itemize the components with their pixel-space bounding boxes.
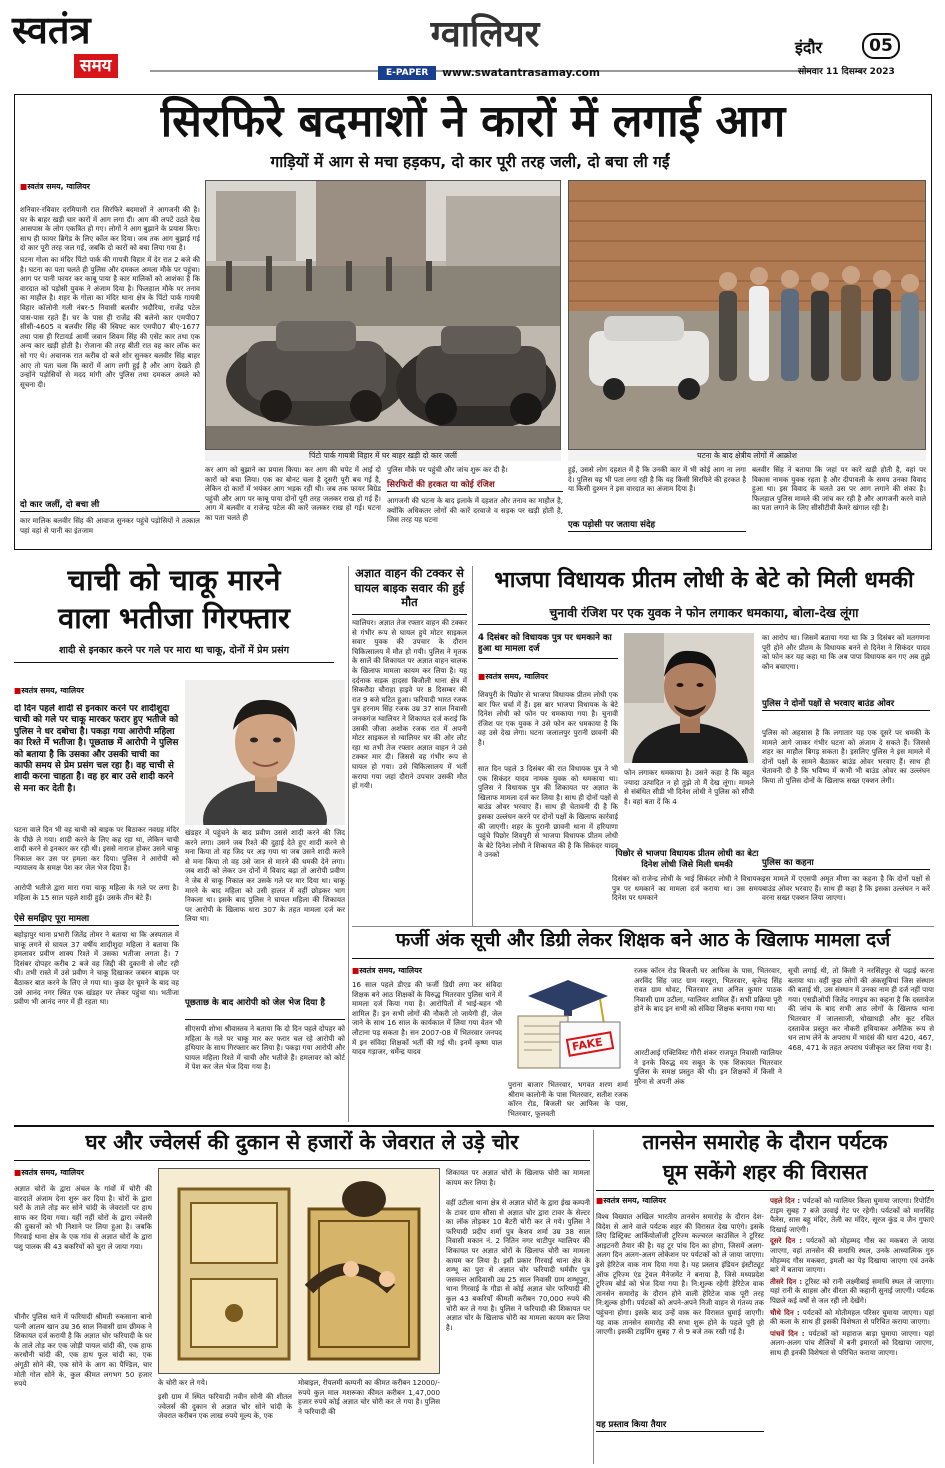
story7-day-text: टूरिस्ट को रानी लक्ष्मीबाई समाधि स्थल ले जाएगा। यहां रानी के साहस और वीरता की कहानी सुनाई जाएगी। पर्यटक पिछले कई वर्षों से जल रही लौ देखेंगे। — [770, 1276, 934, 1305]
story7-day-label: चौथे दिन : — [770, 1307, 800, 1317]
lead-photo1-caption: पिंटो पार्क गायत्री विहार में घर बाहर खड़ी दो कार जलीं — [205, 450, 561, 461]
column-divider — [593, 1130, 594, 1464]
fake-certificate-illustration — [508, 966, 628, 1076]
thief-safe-illustration — [159, 1169, 440, 1374]
story7-body1: विश्व विख्यात अखिल भारतीय तानसेन समारोह के दौरान देश-विदेश से आने वाले पर्यटक शहर की विरासत देख पाएंगे। इसके लिए डिस्ट्रिक्ट आर्कियोलॉजी टूरिज्म कल्चरल काउंसिल ने टूरिस्ट आइटनरी तैयार की है। यह टूर पांच दिन का होगा, जिसमें अलग-अलग दिन अलग-अलग लोकेशन पर पर्यटकों को ले जाया जाएगा। इसे हेरिटेज वाक नाम दिया गया है। यह प्रस्ताव इंडियन इंस्टीट्यूट ऑफ टूरिज्म एंड ट्रेवल मैनेजमेंट ने बनाया है, जिसे मध्यप्रदेश टूरिज्म बोर्ड को भेज दिया गया है। नि:शुल्क रहेगी हेरिटेज वाक तानसेन समारोह के दौरान होने वाली हेरिटेज वाक पूरी तरह नि:शुल्क होगी। पर्यटकों को अपने-अपने निजी वाहन से गंतव्य तक पहुंचना होगा। इसके बाद उन्हें वाक कर विरासत घुमाई जाएगी। यह वाक तानसेन समारोह की सभा शुरू होने के पहले पूरी हो जाएगी। इसकी टाइमिंग सुबह 7 से 9 बजे तक रखी गई है। — [596, 1212, 764, 1337]
story5-body3: रजक कॉरन रोड बिजली घर आफिस के पास, भितरवार, अरविंद सिंह जाट ग्राम मस्तूरा, भितरवार, बृजेन्द्र सिंह रावत ग्राम धोवट, भितरवार तथा अनिल कुमार पाठक निवासी ग्राम उटीला, ग्वालियर शामिल हैं। सभी प्रक्रिया पूरी होने के बाद इन सभी को संविदा शिक्षक बनाया गया था। — [634, 966, 782, 1014]
section-divider — [352, 926, 934, 927]
story4-deck: चुनावी रंजिश पर एक युवक ने फोन लगाकर धमकाया, बोला-देख लूंगा — [549, 606, 859, 620]
accused-portrait-image — [185, 680, 345, 825]
story2-body3: सीएसपी शोभा श्रीवास्तव ने बताया कि दो दिन पहले दोपहर को महिला के गले पर चाकू मार कर फरार चल रहे आरोपी को हथियार के साथ गिरफ्तार कर लिया है। पकड़ा गया आरोपी और घायल महिला रिश्ते में चाची और भतीजे हैं। हमलावर को कोर्ट में पेश कर जेल भेज दिया गया है। — [185, 1024, 345, 1072]
logo-bottom: समय — [74, 54, 118, 78]
story2-rule — [14, 662, 334, 663]
story3-headline: अज्ञात वाहन की टक्कर से घायल बाइक सवार की हुई मौत — [354, 566, 465, 609]
story2-headline-line2: वाला भतीजा गिरफ्तार — [58, 601, 290, 635]
story6-body1: अज्ञात चोरों के द्वारा अंचल के गांवों में चोरी की वारदातें अंजाम देना शुरू कर दिया है। चोरों के द्वारा घरों के ताले तोड़ कर सोने चांदी के जेवरातों पर हाथ साफ कर दिया गया। यहीं नहीं चोरों के द्वारा ज्वेलरी की दुकानों को भी निशाने पर लिया हुआ है। जबकि गिरवाई थाना क्षेत्र के एक गांव से अज्ञात चोरों के द्वारा पशु पालक की 43 बकरियों को चुरा ले जाया गया। — [14, 1184, 152, 1251]
story4-byline: ■ स्वतंत्र समय, ग्वालियर — [478, 672, 618, 682]
story7-day-label: दूसरे दिन : — [770, 1236, 803, 1246]
story5-body5: सूची लगाई थी, तो किसी ने नरसिंहपुर से पढ़ाई करना बताया था। वहीं कुछ लोगों की अंकसूचियां जिस संस्थान की बताई थी, उस संस्थान में उनका नाम ही दर्ज नहीं पाया गया। एसडीओपी जितेंद्र नगाइच का कहना है कि दस्तावेज की जांच के बाद सभी आठ लोगों के खिलाफ थाना भितरवार में जालसाजी, धोखाधड़ी और कूट रचित दस्तावेज प्रस्तुत कर नौकरी हथियाकर अनैतिक रूप से धन लाभ लेने के अपराध में भादंसं की धारा 420, 467, 468, 471 के तहत अपराध पंजीकृत कर लिया गया है। — [788, 966, 934, 1052]
story4-body4: दिसंबर को राजेन्द्र लोधी के भाई सिकंदर लोधी ने विधायक पुत्र पर धमकाने का मामला दर्ज कराया था। उस समय दिनेश पर धमकाने — [612, 874, 762, 903]
story7-day-text: पर्यटकों को मोतीमहल परिसर घुमाया जाएगा। यहां की कला के साथ ही इसकी विशेषता से परिचित कराया जाएगा। — [770, 1307, 934, 1327]
lead-photo-crowd — [568, 180, 926, 450]
story4-box-title: 4 दिसंबर को विधायक पुत्र पर धमकाने का हुआ था मामला दर्ज — [478, 633, 618, 659]
story6-body7: वहीं उटीला थाना क्षेत्र से अज्ञात चोरों के द्वारा ईख कम्पनी के टावर ग्राम सौसा से अज्ञात चोर द्वारा टावर के सेल्टर का लॉक तोड़कर 10 बैटरी चोरी कर ले गये। पुलिस ने फरियादी प्रदीप शर्मा पुत्र केशव शर्मा उम्र 38 साल निवासी मकान नं. 2 नितिन नगर थाटीपुर ग्वालियर की शिकायत पर अज्ञात चोरों के खिलाफ चोरी का मामला कायम कर लिया है। इसी प्रकार गिरवाई थाना क्षेत्र के शम्भू का पुरा से अज्ञात चोर फरियादी धर्मवीर पुत्र जसवन्त आदिवासी उम्र 25 साल निवासी ग्राम शम्भूपुरा, थाना गिरवाई के गौडा से कोई अज्ञात चोर फरियादी की कुल 43 बकरियाँ कीमती करीबन 70,000 रुपये की चोरी कर ले गया है। पुलिस ने फरियादी की शिकायत पर अज्ञात चोर के खिलाफ चोरी का मामला कायम कर लिया है। — [446, 1198, 590, 1332]
story7-day-item — [770, 1308, 934, 1327]
story3-rule — [352, 614, 467, 615]
story7-day-text: पर्यटकों को ग्वालियर किला घुमाया जाएगा। रिपोर्टिंग टाइम सुबह 7 बजे उरवाई गेट पर रहेगी। पर्यटकों को मानसिंह पैलेस, सास बहू मंदिर, तेली का मंदिर, सूरज कुंड व जैन गुफाएं दिखाई जाएंगी। — [770, 1196, 934, 1234]
story7-subhead1: यह प्रस्ताव किया तैयार — [596, 1420, 764, 1432]
story7-day-item — [770, 1196, 934, 1234]
story2-subhead1: ऐसे समझिए पूरा मामला — [14, 914, 179, 926]
column-divider — [472, 566, 473, 926]
lead-subhead2: सिरफिरों की हरकत या कोई रंजिश — [387, 480, 563, 492]
story4-body7: इस मामले में एएसपी अमृत मीणा का कहना है कि दोनों पक्षों से बाउंड ओवर भरवाए हैं। साथ ही कहा है कि इसका उल्लंघन न करें वरना सख्त एक्शन लिया जाएगा। — [762, 874, 930, 903]
logo-top: स्वतंत्र — [12, 7, 91, 52]
story4-photo-dinesh — [624, 633, 754, 763]
story6-body5: मोबाइल, रीयलमी कम्पनी का कीमत करीबन 12000/- रुपये कुल माल मशरूका कीमत करीबन 1,47,000 हजार रुपये कोई अज्ञात चोर चोरी कर ले गया है। पुलिस ने फरियादी की — [298, 1378, 440, 1416]
story6-body6: शिकायत पर अज्ञात चोरों के खिलाफ चोरी का मामला कायम कर लिया है। — [446, 1168, 590, 1187]
fake-stamp-label: FAKE — [571, 1035, 604, 1054]
burnt-cars-image — [206, 181, 561, 450]
issue-date: सोमवार 11 दिसम्बर 2023 — [798, 67, 895, 77]
story7-byline: ■ स्वतंत्र समय, ग्वालियर — [596, 1196, 764, 1206]
story4-headline: भाजपा विधायक प्रीतम लोधी के बेटे को मिली धमकी — [494, 568, 914, 593]
edition-title: ग्वालियर — [430, 13, 540, 55]
story2-headline-line1: चाची को चाकू मारने — [67, 563, 281, 597]
story6-rule — [14, 1160, 590, 1161]
story5-body1: 16 साल पहले डीएड की फर्जी डिग्री लगा कर संविदा शिक्षक बने आठ शिक्षकों के विरुद्ध भितरवार पुलिस थाने में मामला दर्ज किया गया है। आरोपितों में भाई-बहन भी शामिल हैं। इन सभी लोगों की नौकरी तो जायेगी ही, जेल जाने के साथ 16 साल के कार्यकाल में लिया गया वेतन भी लौटाना पड़ सकता है। सन 2007-08 में भितरवार जनपद में इन संविदा शिक्षकों भर्ती की गई थी। इनमें कृष्ण पाल यादव गड़ाजर, धर्मेन्द्र यादव — [352, 980, 502, 1057]
story7-day-item — [770, 1277, 934, 1306]
story7-headline-line1: तानसेन समारोह के दौरान पर्यटक — [642, 1130, 888, 1154]
story2-intro: दो दिन पहले शादी से इनकार करने पर शादीशुदा चाची को गले पर चाकू मारकर फरार हुए भतीजे को पुलिस ने धर दबोचा है। पकड़ा गया आरोपी महिला का रिश्ते में भतीजा है। पूछताछ में आरोपी ने पुलिस को बताया है कि उसका और उसकी चाची का काफी समय से प्रेम प्रसंग चल रहा है। वह चाची से शादी करना चाहता है। वह हर बार उसे शादी करने से मना कर देती है। — [14, 704, 179, 794]
lead-col4: हुई, उससे लोग दहशत में है कि उनकी कार में भी कोई आग ना लगा दे। पुलिस यह भी पता लगा रही है कि यह किसी सिरफिरे की हरकत है या किसी दुश्मन ने इस वारदात का अंजाम दिया है। — [568, 465, 746, 494]
website-link[interactable]: www.swatantrasamay.com — [442, 67, 600, 79]
column-divider — [348, 566, 349, 1122]
lead-headline: सिरफिरे बदमाशों ने कारों में लगाई आग — [160, 96, 786, 147]
story4-body6: पुलिस को अहसास है कि लगातार यह एक दूसरे पर धमकी के मामले आगे जाकर गंभीर घटना को अंजाम दे सकते हैं। जिससे शहर का माहौल बिगड़ सकता है। इसलिए पुलिस ने इस मामले में दोनों पक्षों के सामने बैठाकर बाउंड ओवर भरवाए हैं। साथ ही चेतावनी दी है कि भविष्य में कभी भी बाउंड ओवर का उल्लंघन किया तो पुलिस दोनों के खिलाफ सख्त एक्शन लेगी। — [762, 728, 930, 785]
story7-day-label: पांचवें दिन : — [770, 1328, 805, 1338]
story4-subhead1: पुलिस ने दोनों पक्षों से भरवाए बाउंड ओवर — [762, 699, 930, 711]
story6-headline: घर और ज्वेलर्स की दुकान से हजारों के जेवरात ले उड़े चोर — [85, 1130, 519, 1154]
dinesh-lodhi-portrait-image — [624, 633, 754, 763]
story7-day-label: तीसरे दिन : — [770, 1276, 803, 1286]
story7-day-text: पर्यटकों को महाराज बाड़ा घुमाया जाएगा। यहां अलग-अलग पांच शैलियों में बनी इमारतों को दिखाया जाएगा, साथ ही इनकी विशेषता से परिचित कराया जाएगा। — [770, 1328, 934, 1357]
story4-body2: सात दिन पहले 3 दिसंबर की रात विधायक पुत्र ने भी एक सिकंदर यादव नामक युवक को धमकाया था। पुलिस ने विधायक पुत्र की शिकायत पर अज्ञात के खिलाफ मामला दर्ज कर लिया है। साथ ही दोनों पक्षों से बाउंड ओवर भरवाए हैं। साथ ही चेतावनी दी है कि इसका उल्लंघन करने पर दोनों पक्षों के खिलाफ कार्रवाई की जाएगी। शहर के पुरानी छावनी थाना में हरियाणा पहुंचे पिछोर शिवपुरी से भाजपा विधायक प्रीतम लोधी के बेटे दिनेश लोधी ने शिकायत की है कि सिकंदर यादव ने उनको — [478, 764, 618, 860]
story3-body: ग्वालियर। अज्ञात तेज रफ्तार वाहन की टक्कर से गंभीर रूप से घायल हुये मोटर साइकल सवार युवक की उपचार के दौरान चिकित्सालय में मौत हो गयी। पुलिस ने मृतक के सालें की शिकायत पर अज्ञात वाहन चालक के खिलाफ मामला कायम कर लिया है। यह दर्दनाक सड़क हादसा बिजौली थाना क्षेत्र में सिकरौदा चौराहा हाइवे पर 8 दिसम्बर की रात 9 बजे घटित हुआ। फरियादी भारत रजक पुत्र हरनाम सिंह रजक उम्र 37 साल निवासी जनकगंज ग्वालियर ने शिकायत दर्ज कराई कि उसकी जीजा अशोक रजक रात में अपनी मोटर साइकल से ग्वालियर घर की ओर लौट रहा था तभी तेज रफ्तार अज्ञात वाहन ने उसे टक्कर मार दी। जिससे वह गंभीर रूप से घायल हो गया। उसे चिकित्सालय में भर्ती कराया गया जहां दौराने उपचार उसकी मौत हो गयी। — [352, 618, 467, 791]
lead-byline: ■ स्वतंत्र समय, ग्वालियर — [20, 182, 200, 192]
lead-col1 — [20, 205, 200, 497]
story6-body3: के चोरी कर ले गये। — [158, 1378, 208, 1387]
story5-illustration — [508, 966, 628, 1076]
crowd-image — [569, 181, 926, 450]
lead-col2: कर आग को बुझाने का प्रयास किया। कर आग की चपेट में आई दो कारों को बचा लिया। एक का बोनट चला है दूसरी पूरी बच गई है, लेकिन दो कारों में भयंकर आग भड़क रही थी। जब तक फायर बिग्रेड पहुंची और आग पर काबू पाया दोनों पूरी तरह जलकर राख हो गई हैं। आग में बलवीर व राजेन्द्र पटेल की कारें जलकर राख हो गई। घटना का पता चलते ही — [205, 465, 381, 522]
story2-body1: घटना वाले दिन भी वह चाची को बाइक पर बिठाकर नवग्रह मंदिर के पीछे ले गया। शादी करने के लिए कह रहा था, लेकिन चाची शादी करने से इनकार कर रही थी। इससे नाराज होकर उसने चाकू निकाल कर उस पर हमला कर दिया। पुलिस ने आरोपी को न्यायालय के समक्ष पेश कर जेल भेज दिया है। — [14, 825, 179, 873]
epaper-label: E-PAPER — [378, 66, 436, 80]
story4-body5: का आरोप था। जिसमें बताया गया था कि 3 दिसंबर को मतगणना पूरी होने और प्रीतम के विधायक बनने से दिनेश ने सिकंदर यादव को फोन कर यह कहा था कि अब पापा विधायक बन गए अब तुझे कौन बचाएगा। — [762, 633, 930, 671]
story2-body1b: आरोपी भतीजे द्वारा मारा गया चाकू महिला के गले पर लगा है। महिला के 15 साल पहले शादी हुई। उसके तीन बेटे हैं। — [14, 883, 179, 902]
story7-day-item — [770, 1329, 934, 1358]
story7-day-item — [770, 1236, 934, 1274]
story5-headline: फर्जी अंक सूची और डिग्री लेकर शिक्षक बने आठ के खिलाफ मामला दर्ज — [395, 930, 891, 951]
story5-body4: आरटीआई एक्टिविस्ट गौरी शंकर राजपूत निवासी ग्वालियर ने इनके विरुद्ध मय सबूत के एक शिकायत भितरवार पुलिस के समक्ष प्रस्तुत की थी। इन शिक्षकों में किसी ने मुरैना से अपनी अंक — [634, 1048, 782, 1086]
lead-subhead3: एक पड़ोसी पर जताया संदेह — [568, 520, 746, 532]
story7-rule — [596, 1190, 934, 1191]
story2-subhead2: पूछताछ के बाद आरोपी को जेल भेज दिया है — [185, 998, 345, 1020]
lead-photo2-caption: घटना के बाद क्षेत्रीय लोगों में आक्रोश — [568, 450, 926, 461]
lead-subhead1: दो कार जलीं, दो बचा ली — [20, 500, 200, 512]
lead-photo-burnt-cars — [205, 180, 561, 450]
story7-days — [770, 1196, 934, 1462]
page-number: 05 — [862, 33, 900, 59]
lead-col1b: कार मालिक बलवीर सिंह की आवाज सुनकर पहुंचे पड़ोसियों ने तत्काल पहां वहां से पानी का इंतजाम — [20, 516, 200, 535]
masthead — [0, 0, 945, 90]
story2-deck: शादी से इनकार करने पर गले पर मारा था चाकू, दोनों में प्रेम प्रसंग — [58, 645, 290, 656]
lead-deck: गाड़ियों में आग से मचा हड़कप, दो कार पूरी तरह जली, दो बचा ली गईं — [270, 153, 670, 171]
story6-body2: चीनौर पुलिस थाने में फरियादी श्रीमती रुकसाना बानो पत्नी आलम खान उम्र 36 साल निवासी ग्राम छीमक ने शिकायत दर्ज करायी है कि अज्ञात चोर फरियादी के घर के ताले तोड़ कर एक जोड़ी पायल चांदी की, एक हाफ करधौनी चांदी की, एक हाथ फूल चांदी का, एक अंगूठी सोने की, एक सोने के आग का पैण्डिल, चार मोती गोल सोने के, कुल कीमत लगभग 50 हजार रुपये — [14, 1312, 152, 1389]
story6-byline: ■ स्वतंत्र समय, ग्वालियर — [14, 1168, 152, 1178]
lead-col5: बलवीर सिंह ने बताया कि जहां पर कारें खड़ी होती है, वहां पर विकास नामक युवक रहता है और दीपावली के समय उनका विवाद हुआ था। इस विवाद के चलते उस पर आग लगाने की शंका है। फिलहाल पुलिस मामले की जांच कर रही है और आगजनी करने वाले का पता लगाने के लिए सीसीटीवी कैमरे खंगाल रही है। — [752, 465, 926, 513]
story2-photo-accused — [185, 680, 345, 825]
story7-headline-line2: घूम सकेंगे शहर की विरासत — [662, 1160, 868, 1184]
story4-rule — [478, 624, 930, 625]
story2-photo-caption-text: खंडहर में पहुंचने के बाद प्रवीण उससे शादी करने की जिद करने लगा। उसने जब रिश्ते की दुहाई देते हुए शादी करने से मना किया तो वह जिद पर अड़ गया था जब उसने शादी करने से मना किया तो वह उसे जान से मारने की धमकी देने लगा। जब शादी को लेकर उन दोनों में विवाद बढ़ा तो आरोपी प्रवीण ने जेब से चाकू निकाल कर उसके गले पर मार दिया था। चाकू मारने के बाद महिला को उसी हालत में वहीं छोड़कर भाग निकला था। इसके बाद पुलिस ने घायल महिला की शिकायत पर आरोपी के खिलाफ धारा 307 के तहत मामला दर्ज कर लिया था। — [185, 828, 345, 924]
story2-body2: बहोड़ापुर थाना प्रभारी जितेंद्र तोमर ने बताया था कि अस्पताल में चाकू लगने से घायल 37 वर्षीय शादीशुदा महिला ने बताया कि हमलावर प्रवीण शाक्य रिश्ते में उसका भतीजा लगता है। 7 दिसंबर दोपहर करीब 2 बजे वह जिद्दी की दुकानी से लौट रही थी। तभी रास्ते में उसे प्रवीण ने चाकू दिखाकर जबरन बाइक पर बैठाकर बात करने के लिए ले गया था। कुछ देर घूमने के बाद वह उसे आनंद नगर स्थित एक खंडहर पर लेकर पहुंचा था। भतीजा प्रवीण भी आनंद नगर में ही रहता था। — [14, 930, 179, 1007]
story7-day-text: पर्यटकों को मोहम्मद गौस का मकबरा ले जाया जाएगा, वहां तानसेन की समाधि स्थल, उनके आध्यात्मिक गुरु मोहम्मद गौस मकबरा, इमली का पेड़ दिखाया जाएगा एवं उनके बारे में बताया जाएगा। — [770, 1236, 934, 1275]
story4-photo-caption: पिछोर से भाजपा विधायक प्रीतम लोधी का बेटा दिनेश लोधी जिसे मिली धमकी — [615, 848, 759, 869]
logo — [12, 7, 162, 82]
story2-byline: ■ स्वतंत्र समय, ग्वालियर — [14, 686, 179, 696]
story7-day-label: पहले दिन : — [770, 1196, 801, 1205]
story5-rule — [352, 958, 934, 959]
story4-subhead2: पुलिस का कहना — [762, 858, 930, 870]
section-divider — [14, 1125, 934, 1127]
story4-body3: फोन लगाकर धमकाया है। उसने कहा है कि बहुत ज्यादा उत्पादित न हो तुझे तो मैं देख लूंगा। मामले से संबंधित सीडी भी दिनेश लोधी ने पुलिस को सौंपी है। वहां बता दें कि 4 — [624, 768, 754, 806]
city-label: इंदौर — [795, 38, 823, 57]
lead-col1-para: घटना गोला का मंदिर पिंटो पार्क की गायत्री विहार में देर रात 2 बजे की है। घटना का पता चलते ही पुलिस और दमकल अमला मौके पर पहुंचा। आग पर पानी फायर कर काबू पाया है कार मालिकों को आशंका है कि वारदात को पड़ोसी युवक ने अंजाम दिया है। फिलहाल मौके पर तनाव का माहौल है। शहर के गोला का मंदिर थाना क्षेत्र के पिंटो पार्क गायत्री विहार कॉलोनी गली नंबर-5 निवासी बलवीर भदौरिया, राजेंद्र पटेल पास-पास रहते हैं। घर के पास ही राजेंद्र की बलेनो कार एमपी07 सीसी-4605 व बलवीर सिंह की स्विफ्ट कार एमपी07 बीए-1677 तथा पास ही रिटायर्ड आर्मी जवान शिवम सिंह की एसेंट कार तथा एक अन्य कार खड़ी होती है। रोजाना की तरह बीती रात वह कार लॉक कर सो गए थे। अचानक रात करीब दो बजे शोर सुनकर बलवीर सिंह बाहर आए तो पता चला कि कारों में आग लगी हुई है और आग देखते ही उन्होंने पड़ोसियों से मदद मांगी और पुलिस तथा दमकल अमले को सूचना दी। — [20, 254, 200, 389]
epaper-bar — [378, 66, 600, 80]
story5-byline: ■ स्वतंत्र समय, ग्वालियर — [352, 966, 502, 976]
story6-body4: इसी ग्राम में स्थित फरियादी नवीन सोनी की शीतल ज्वेलर्स की दुकान से अज्ञात चोर सोने चांदी के जेवरात करीबन एक लाख रुपये मूल्य के, एक — [158, 1392, 292, 1421]
lead-col3b: आगजनी की घटना के बाद इलाके में दहशत और तनाव का माहौल है, क्योंकि अधिकतर लोगों की कारें दरवाजे व सड़क पर खड़ी होती है, जिस तरह यह घटना — [387, 496, 563, 525]
lead-col1-para: शनिवार-रविवार दरमियानी रात सिरफिरे बदमाशों ने आगजनी की है। घर के बाहर खड़ी चार कारों में आग लगा दी। आग की लपटें उठते देख आसपास के लोग एकत्रित हो गए। लोगों ने आग बुझाने के प्रयास किए। साथ ही फायर ब्रिगेड के लिए कॉल कर दिया। जब तक आग बुझाई गई दो कार पूरी तरह जल गईं, जबकि दो कारों को बचा लिया गया है। — [20, 205, 200, 253]
story5-body2: पुराना बाजार भितरवार, भगवत शरण शर्मा श्रीराम कालोनी के पास भितरवार, सतीश रजक कॉरन रोड, बिजली घर आफिस के पास, भितरवार, फूलवती — [508, 1080, 628, 1118]
story4-body1: शिवपुरी के पिछोर से भाजपा विधायक प्रीतम लोधी एक बार फिर चर्चा में हैं। इस बार भाजपा विधायक के बेटे दिनेश लोधी को फोन पर धमकाया गया है। चुनावी रंजिश पर एक युवक ने उसे फोन कर धमकाया है कि वह उसे देख लेगा। घटना जलालपुर पुरानी छावनी की है। — [478, 690, 618, 747]
lead-col3: पुलिस मौके पर पहुंची और जांच शुरू कर दी है। — [387, 465, 508, 474]
story6-illustration — [158, 1168, 440, 1374]
